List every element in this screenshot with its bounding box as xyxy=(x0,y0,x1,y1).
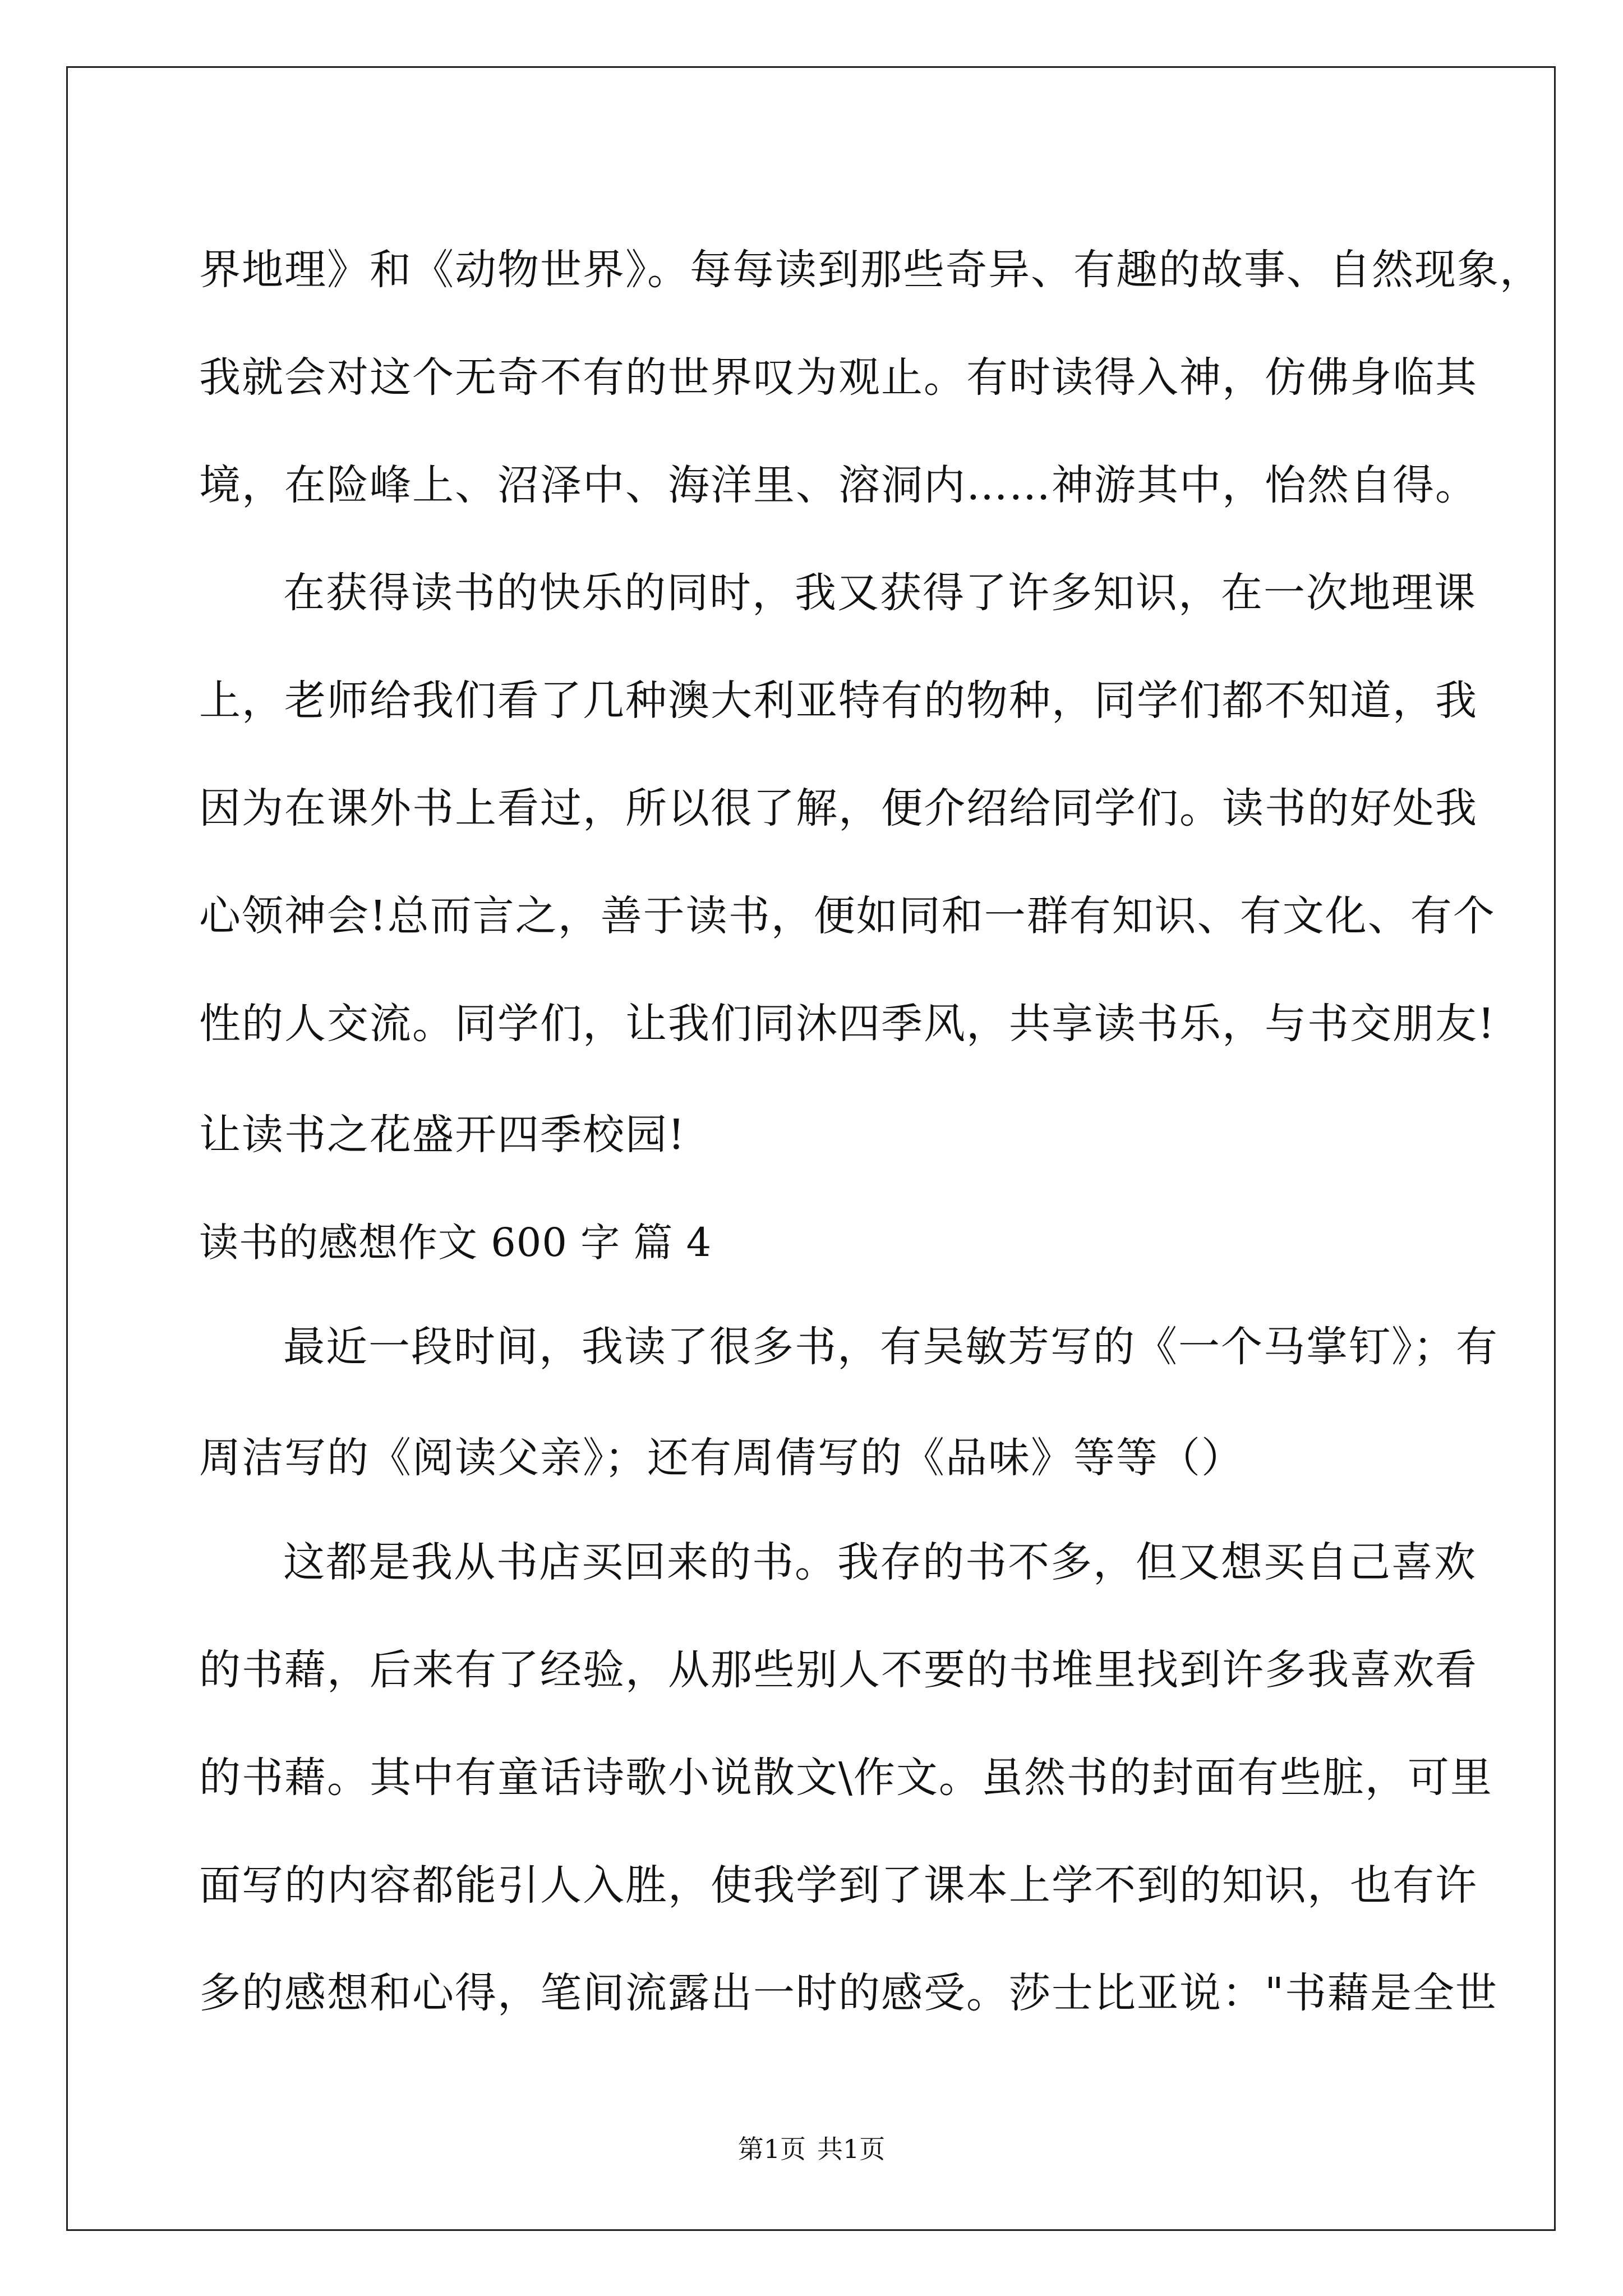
line-text: 在获得读书的快乐的同时，我又获得了许多知识，在一次地理课 xyxy=(283,569,1477,617)
text-line xyxy=(199,754,1478,862)
line-text: 多的感想和心得，笔间流露出一时的感受。莎士比亚说："书藉是全世 xyxy=(199,1969,1498,2017)
text-line xyxy=(199,1724,1493,1832)
text-line xyxy=(199,1832,1478,1939)
line-text: 上，老师给我们看了几种澳大利亚特有的物种，同学们都不知道，我 xyxy=(199,677,1478,725)
text-line xyxy=(199,431,1478,539)
text-line xyxy=(199,970,1496,1078)
text-line xyxy=(199,862,1496,970)
line-text: 心领神会!总而言之，善于读书，便如同和一群有知识、有文化、有个 xyxy=(199,892,1496,940)
page-footer xyxy=(0,2129,1623,2166)
text-line xyxy=(199,1616,1478,1724)
text-line xyxy=(199,216,1542,324)
section-heading xyxy=(199,1185,1430,1293)
text-line xyxy=(199,1293,1498,1401)
line-text: 面写的内容都能引人入胜，使我学到了课本上学不到的知识，也有许 xyxy=(199,1861,1478,1910)
text-line xyxy=(199,1939,1498,2047)
line-text: 我就会对这个无奇不有的世界叹为观止。有时读得入神，仿佛身临其 xyxy=(199,353,1478,402)
line-text: 周洁写的《阅读父亲》；还有周倩写的《品味》等等（） xyxy=(199,1434,1244,1482)
page-number-current: 第1页 xyxy=(737,2134,806,2164)
line-text: 的书藉。其中有童话诗歌小说散文\作文。虽然书的封面有些脏，可里 xyxy=(199,1754,1493,1802)
text-line xyxy=(199,1078,1430,1185)
line-text: 性的人交流。同学们，让我们同沐四季风，共享读书乐，与书交朋友! xyxy=(199,1000,1496,1048)
text-line xyxy=(199,647,1478,754)
line-text: 界地理》和《动物世界》。每每读到那些奇异、有趣的故事、自然现象， xyxy=(199,246,1542,294)
section-heading-text: 读书的感想作文 600 字 篇 4 xyxy=(199,1219,712,1266)
line-text: 因为在课外书上看过，所以很了解，便介绍给同学们。读书的好处我 xyxy=(199,784,1478,832)
page-number-total: 共1页 xyxy=(817,2134,886,2164)
line-text: 最近一段时间，我读了很多书，有吴敏芳写的《一个马掌钉》；有 xyxy=(283,1323,1498,1371)
text-line xyxy=(199,539,1477,647)
line-text: 境，在险峰上、沼泽中、海洋里、溶洞内……神游其中，怡然自得。 xyxy=(199,461,1478,509)
line-text: 这都是我从书店买回来的书。我存的书不多，但又想买自己喜欢 xyxy=(283,1538,1477,1586)
text-line xyxy=(199,1401,1430,1508)
line-text: 让读书之花盛开四季校园! xyxy=(199,1111,686,1159)
document-body xyxy=(199,216,1542,2047)
text-line xyxy=(199,324,1478,431)
line-text: 的书藉，后来有了经验，从那些别人不要的书堆里找到许多我喜欢看 xyxy=(199,1646,1478,1694)
text-line xyxy=(199,1508,1477,1616)
